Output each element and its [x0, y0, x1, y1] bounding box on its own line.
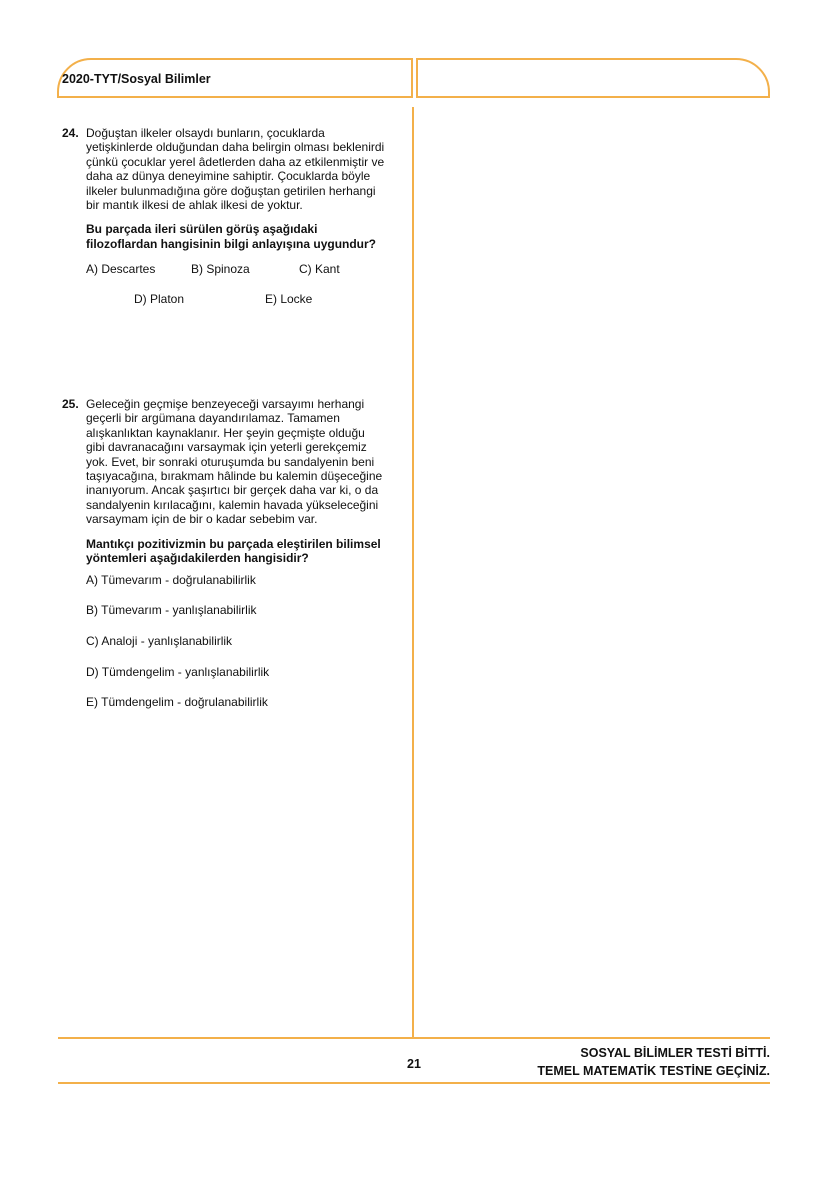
question-body [86, 397, 412, 527]
option-c[interactable]: C) Kant [299, 262, 340, 276]
exam-title: 2020-TYT/Sosyal Bilimler [62, 72, 211, 86]
body-line: alışkanlıktan kaynaklanır. Her şeyin geçmişte olduğu [86, 425, 365, 440]
footer-top-line [58, 1037, 770, 1039]
page-number: 21 [407, 1057, 421, 1071]
stem-line: Bu parçada ileri sürülen görüş aşağıdaki [86, 222, 318, 237]
next-section-notice: TEMEL MATEMATİK TESTİNE GEÇİNİZ. [537, 1064, 770, 1078]
body-line: sandalyenin kırılacağını, kalemin havada yükseleceğini [86, 497, 379, 512]
question-25 [62, 397, 412, 565]
question-stem [86, 537, 412, 566]
option-d[interactable]: D) Tümdengelim - yanlışlanabilirlik [86, 665, 270, 679]
option-b[interactable]: B) Tümevarım - yanlışlanabilirlik [86, 603, 257, 617]
option-d[interactable]: D) Platon [134, 292, 185, 306]
question-stem [86, 222, 412, 251]
body-line: geçerli bir argümana dayandırılamaz. Tamamen [86, 411, 340, 426]
footer-bottom-line [58, 1082, 770, 1084]
body-line: gibi davranacağını varsaymak için yeterli gerekçemiz [86, 440, 367, 455]
body-line: Geleceğin geçmişe benzeyeceği varsayımı herhangi [86, 397, 365, 411]
question-number: 25. [62, 397, 79, 411]
stem-line: yöntemleri aşağıdakilerden hangisidir? [86, 551, 309, 566]
question-24 [62, 126, 412, 251]
option-c[interactable]: C) Analoji - yanlışlanabilirlik [86, 634, 233, 648]
body-line: çünkü çocuklar yerel âdetlerden daha az etkilenmiştir ve [86, 154, 385, 169]
stem-line: Mantıkçı pozitivizmin bu parçada eleştirilen bilimsel [86, 536, 381, 551]
column-divider [412, 107, 414, 1039]
option-e[interactable]: E) Locke [265, 292, 313, 306]
body-line: ilkeler bulunmadığına göre doğuştan getirilen herhangi [86, 183, 376, 198]
section-end-notice: SOSYAL BİLİMLER TESTİ BİTTİ. [580, 1046, 770, 1060]
body-line: varsaymam için de bir o kadar sebebim var. [86, 512, 318, 527]
body-line: daha az dünya deneyimine sahiptir. Çocuklarda böyle [86, 169, 371, 184]
body-line: bir mantık ilkesi de ahlak ilkesi de yoktur. [86, 198, 303, 213]
stem-line: filozoflardan hangisinin bilgi anlayışına uygundur? [86, 236, 377, 251]
body-line: inanıyorum. Ancak şaşırtıcı bir gerçek daha var ki, o da [86, 483, 379, 498]
body-line: taşıyacağına, bırakmam hâlinde bu kalemin düşeceğine [86, 469, 383, 484]
header-right-box [416, 58, 770, 98]
body-line: Doğuştan ilkeler olsaydı bunların, çocuklarda [86, 126, 325, 140]
question-number: 24. [62, 126, 79, 140]
option-e[interactable]: E) Tümdengelim - doğrulanabilirlik [86, 695, 268, 709]
option-a[interactable]: A) Tümevarım - doğrulanabilirlik [86, 573, 256, 587]
option-a[interactable]: A) Descartes [86, 262, 156, 276]
body-line: yetişkinlerde olduğundan daha belirgin olması beklenirdi [86, 140, 385, 155]
body-line: yok. Evet, bir sonraki oturuşumda bu sandalyenin beni [86, 454, 375, 469]
option-b[interactable]: B) Spinoza [191, 262, 250, 276]
question-body [86, 126, 412, 212]
